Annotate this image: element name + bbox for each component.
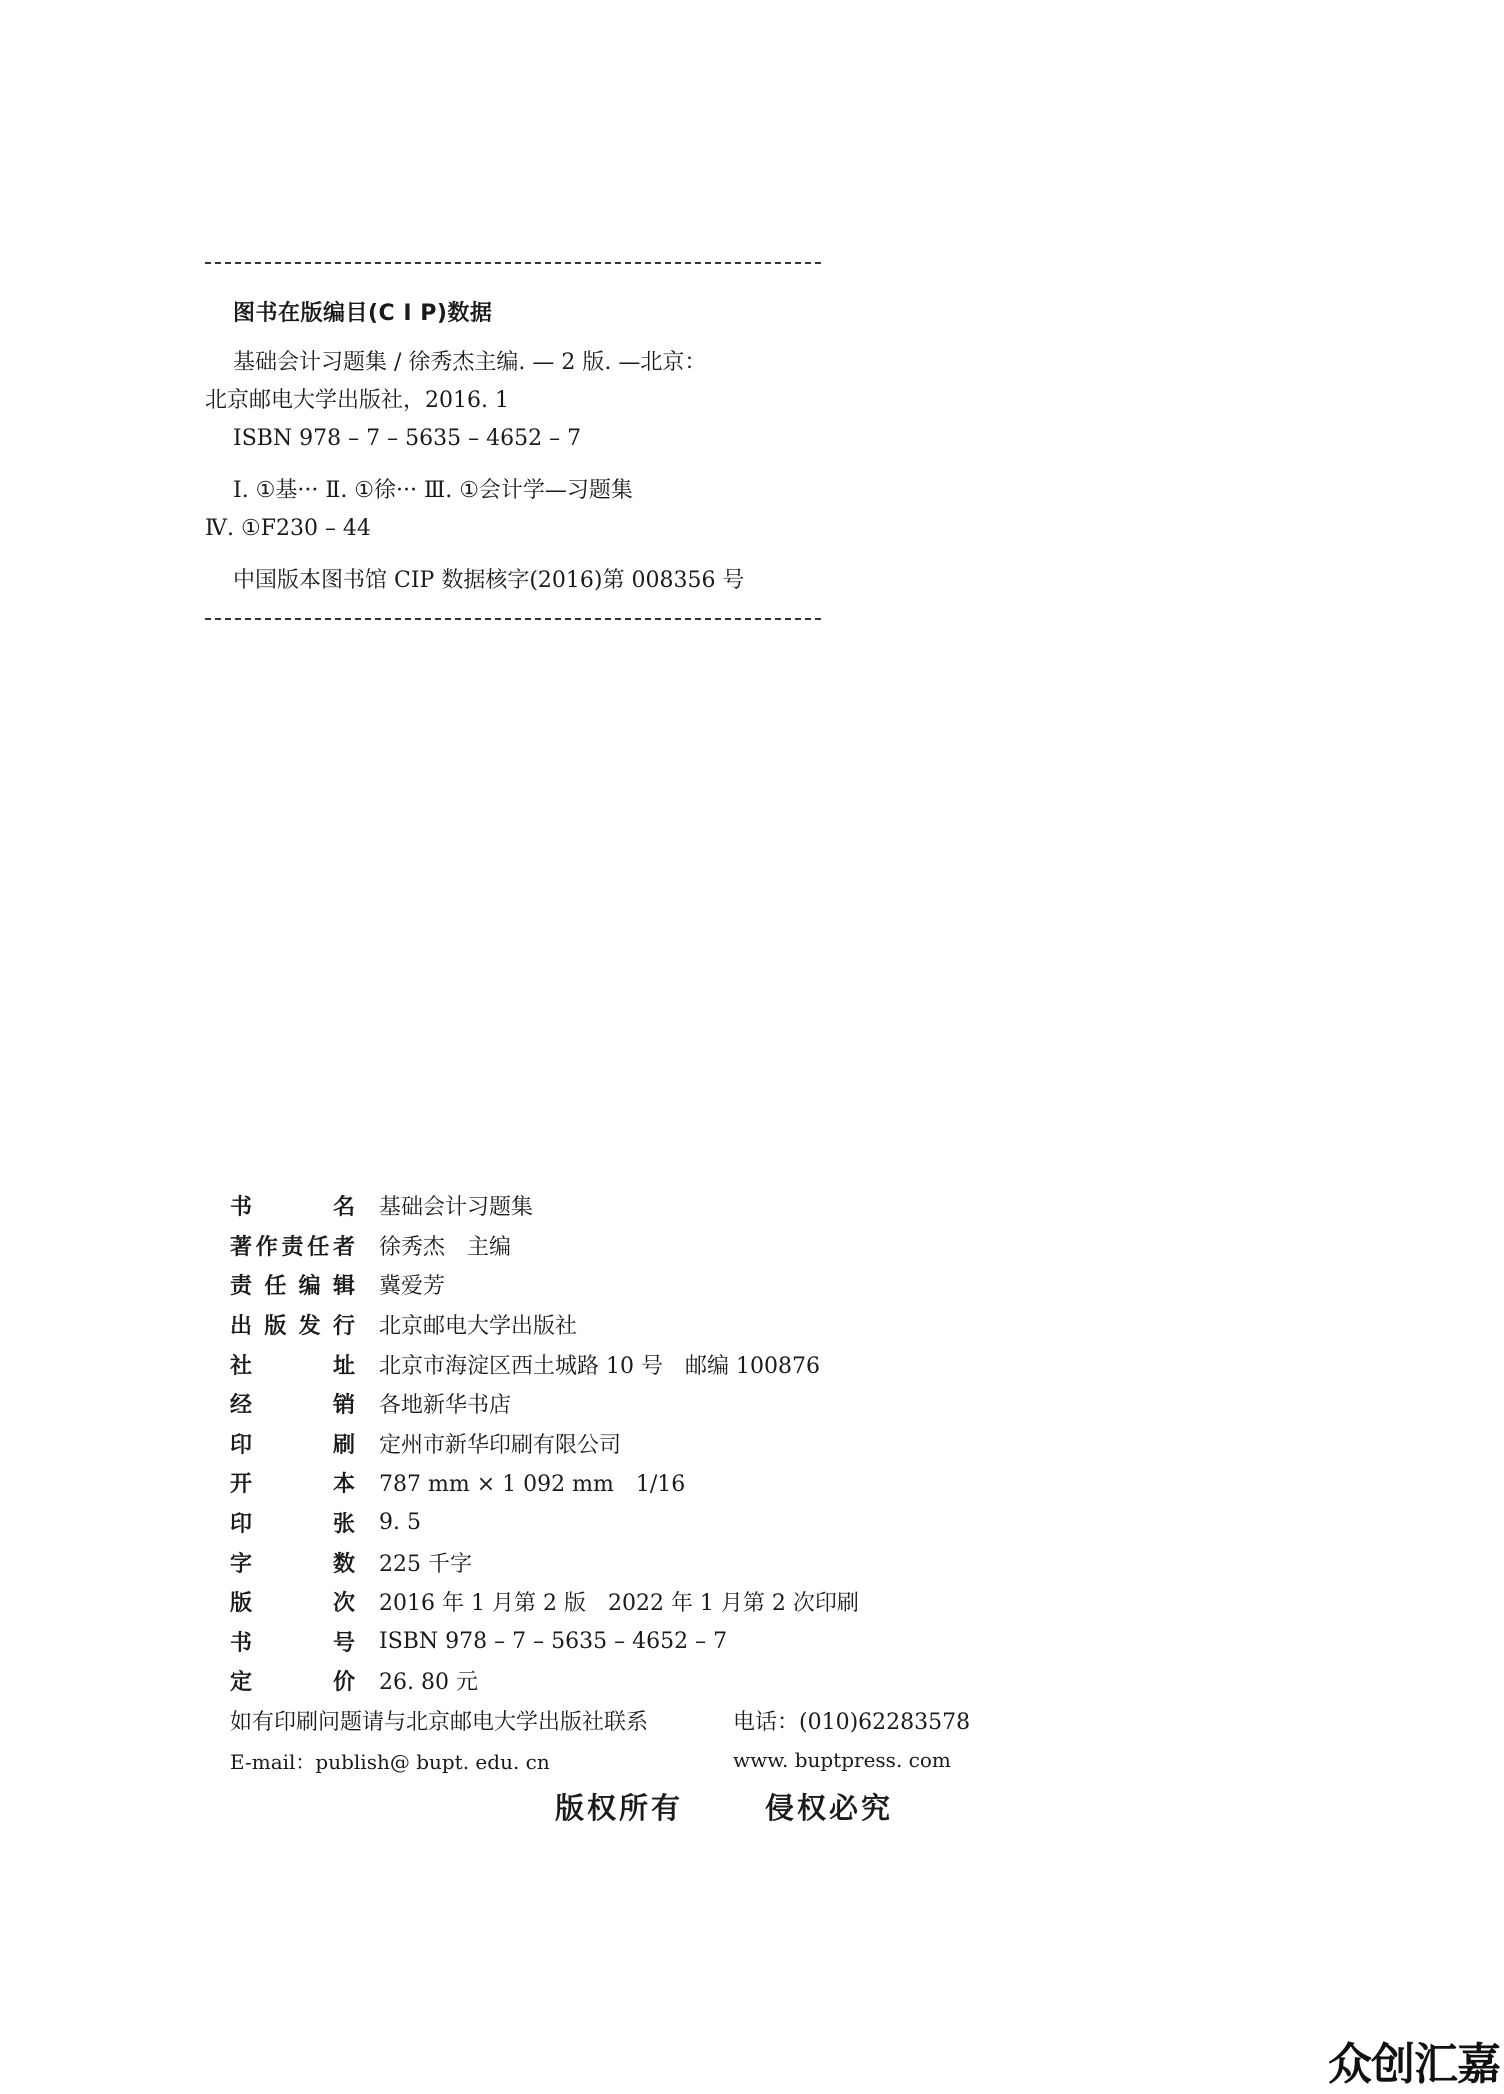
cip-line-verification: 中国版本图书馆 CIP 数据核字(2016)第 008356 号 xyxy=(233,568,745,593)
colophon-info-rows xyxy=(230,1186,1030,1701)
cip-line-classification: Ⅳ. ①F230 – 44 xyxy=(205,516,371,541)
info-label-char: 社 xyxy=(230,1353,253,1379)
copyright-notice xyxy=(555,1786,893,1827)
info-label xyxy=(230,1626,355,1657)
email-row xyxy=(230,1740,1030,1780)
info-label-char: 作 xyxy=(255,1234,278,1260)
info-label xyxy=(230,1269,355,1300)
info-label-char: 任 xyxy=(264,1274,287,1300)
info-label-char: 责 xyxy=(281,1234,304,1260)
info-label-char: 出 xyxy=(230,1314,253,1340)
info-row xyxy=(230,1582,1030,1622)
info-label xyxy=(230,1665,355,1696)
info-label-char: 定 xyxy=(230,1670,253,1696)
info-label xyxy=(230,1349,355,1380)
info-value: 基础会计习题集 xyxy=(379,1195,534,1221)
info-value: 9. 5 xyxy=(379,1510,421,1536)
info-label-char: 行 xyxy=(332,1314,355,1340)
info-label-char: 书 xyxy=(230,1630,253,1656)
info-label xyxy=(230,1309,355,1340)
info-value: 787 mm × 1 092 mm 1/16 xyxy=(379,1472,686,1498)
info-value: ISBN 978 – 7 – 5635 – 4652 – 7 xyxy=(379,1628,728,1654)
info-row xyxy=(230,1226,1030,1266)
info-label-char: 本 xyxy=(332,1472,355,1498)
info-row xyxy=(230,1622,1030,1662)
info-label-char: 张 xyxy=(332,1512,355,1538)
info-value: 225 千字 xyxy=(379,1551,472,1577)
info-label-char: 版 xyxy=(230,1591,253,1617)
info-value: 北京市海淀区西土城路 10 号 邮编 100876 xyxy=(379,1353,820,1379)
info-label-char: 名 xyxy=(332,1195,355,1221)
info-row xyxy=(230,1424,1030,1464)
info-value: 2016 年 1 月第 2 版 2022 年 1 月第 2 次印刷 xyxy=(379,1591,859,1617)
info-label xyxy=(230,1586,355,1617)
contact-phone: 电话：(010)62283578 xyxy=(733,1710,971,1736)
cip-bottom-dashed-rule xyxy=(205,618,821,620)
colophon xyxy=(230,1186,1030,1780)
info-label-char: 址 xyxy=(332,1353,355,1379)
info-label-char: 编 xyxy=(298,1274,321,1300)
cip-line-subjects: Ⅰ. ①基··· Ⅱ. ①徐··· Ⅲ. ①会计学—习题集 xyxy=(233,478,633,503)
cip-title: 图书在版编目(C I P)数据 xyxy=(233,301,493,326)
info-label-char: 经 xyxy=(230,1393,253,1419)
watermark-logo: 众创汇嘉 xyxy=(1328,2039,1500,2090)
info-label-char: 价 xyxy=(332,1670,355,1696)
info-label-char: 号 xyxy=(332,1630,355,1656)
info-label-char: 字 xyxy=(230,1551,253,1577)
info-label-char: 开 xyxy=(230,1472,253,1498)
info-label xyxy=(230,1467,355,1498)
info-row xyxy=(230,1305,1030,1345)
info-label-char: 印 xyxy=(230,1512,253,1538)
info-label-char: 刷 xyxy=(332,1432,355,1458)
info-row xyxy=(230,1661,1030,1701)
info-row xyxy=(230,1186,1030,1226)
contact-email: E-mail：publish@ bupt. edu. cn xyxy=(230,1749,550,1774)
info-label-char: 书 xyxy=(230,1195,253,1221)
info-label-char: 数 xyxy=(332,1551,355,1577)
info-label-char: 辑 xyxy=(332,1274,355,1300)
info-row xyxy=(230,1265,1030,1305)
info-label-char: 印 xyxy=(230,1432,253,1458)
info-label-char: 版 xyxy=(264,1314,287,1340)
info-value: 定州市新华印刷有限公司 xyxy=(379,1432,622,1458)
info-label-char: 者 xyxy=(332,1234,355,1260)
info-label-char: 责 xyxy=(230,1274,253,1300)
info-value: 冀爱芳 xyxy=(379,1274,446,1300)
info-label xyxy=(230,1547,355,1578)
info-row xyxy=(230,1384,1030,1424)
info-row xyxy=(230,1463,1030,1503)
info-row xyxy=(230,1344,1030,1384)
info-label xyxy=(230,1428,355,1459)
info-label xyxy=(230,1388,355,1419)
info-label-char: 发 xyxy=(298,1314,321,1340)
info-value: 北京邮电大学出版社 xyxy=(379,1314,578,1340)
info-value: 各地新华书店 xyxy=(379,1393,512,1419)
info-label-char: 任 xyxy=(307,1234,330,1260)
contact-notice: 如有印刷问题请与北京邮电大学出版社联系 xyxy=(230,1710,649,1736)
cip-block xyxy=(205,262,821,620)
cip-line-publisher: 北京邮电大学出版社，2016. 1 xyxy=(205,388,509,413)
info-label xyxy=(230,1230,355,1261)
cip-top-dashed-rule xyxy=(205,262,821,264)
info-label-char: 次 xyxy=(332,1591,355,1617)
info-label xyxy=(230,1507,355,1538)
info-label xyxy=(230,1190,355,1221)
cip-line-title: 基础会计习题集 / 徐秀杰主编. — 2 版. —北京： xyxy=(233,350,707,375)
info-value: 徐秀杰 主编 xyxy=(379,1234,512,1260)
contact-website: www. buptpress. com xyxy=(733,1748,951,1773)
info-label-char: 销 xyxy=(332,1393,355,1419)
info-label-char: 著 xyxy=(230,1234,253,1260)
info-value: 26. 80 元 xyxy=(379,1670,478,1696)
copyright-reserved: 版权所有 xyxy=(555,1791,684,1825)
contact-row xyxy=(230,1701,1030,1741)
info-row xyxy=(230,1503,1030,1543)
info-row xyxy=(230,1542,1030,1582)
infringement-notice: 侵权必究 xyxy=(765,1791,894,1825)
cip-line-isbn: ISBN 978 – 7 – 5635 – 4652 – 7 xyxy=(233,426,582,451)
